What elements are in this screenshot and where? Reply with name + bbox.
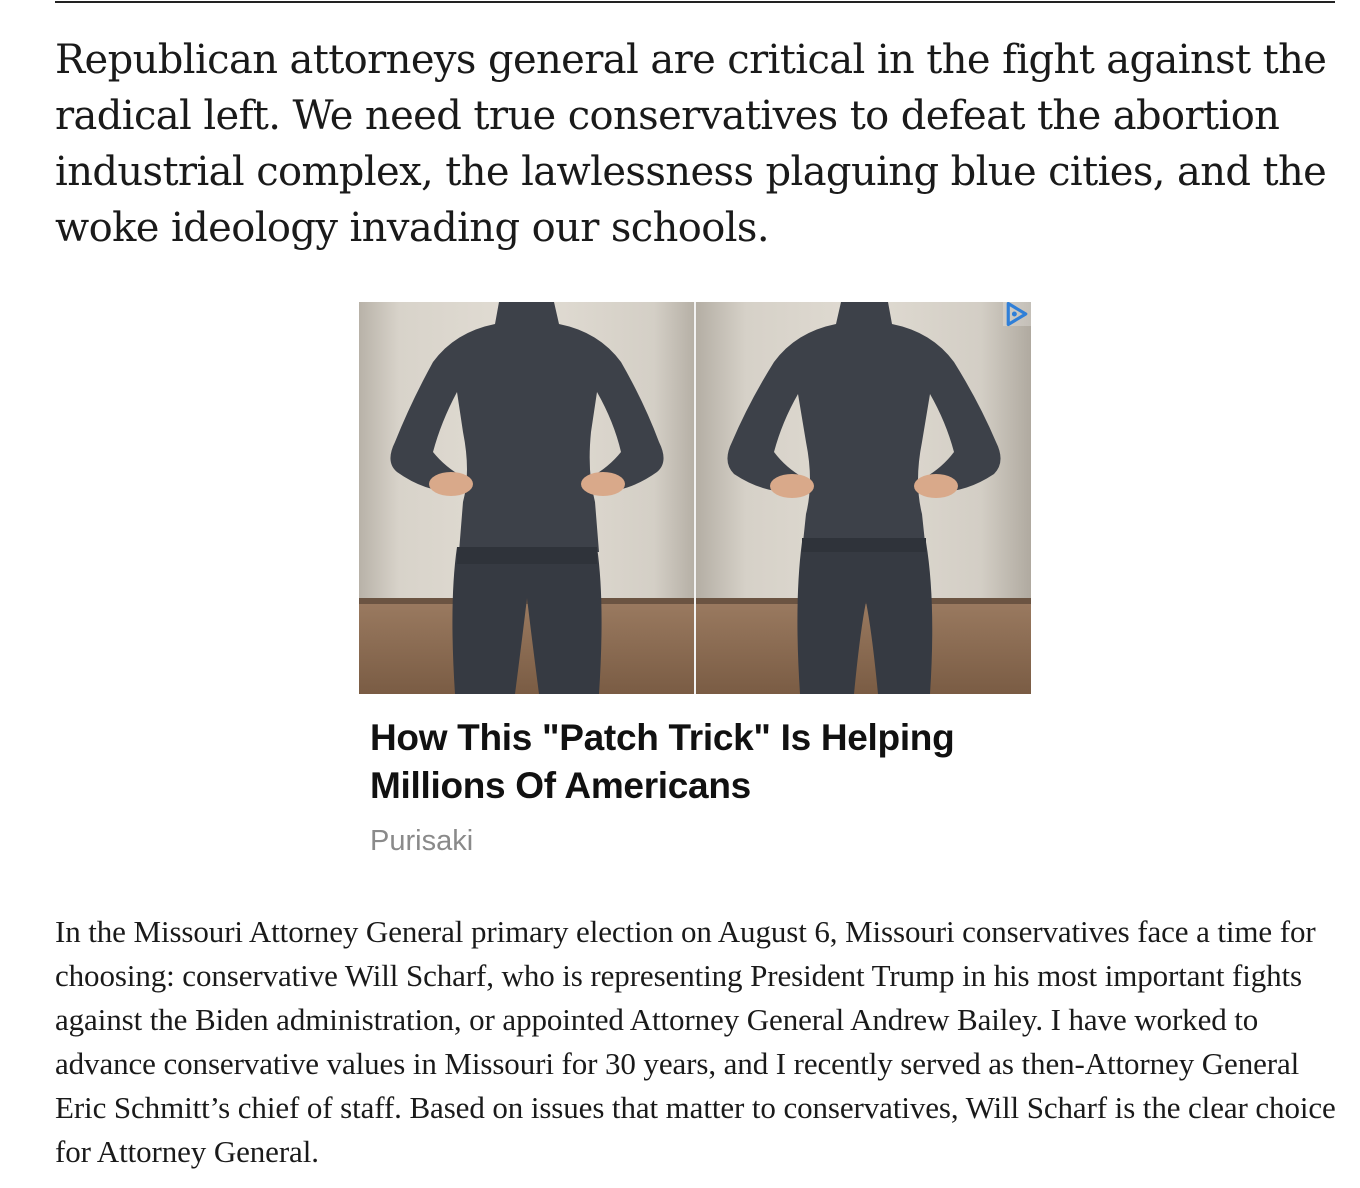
ad-source[interactable]: Purisaki: [370, 825, 474, 857]
adchoices-icon[interactable]: [1003, 302, 1031, 326]
sponsored-ad[interactable]: [359, 302, 1031, 860]
top-divider: [55, 1, 1335, 3]
pull-quote: Republican attorneys general are critical in the fight against the radical left. We need true conservatives to defeat the abortion industrial complex, the lawlessness plaguing blue cities, and the woke ideology invading our schools.: [55, 37, 1327, 251]
ad-image-before[interactable]: [359, 302, 694, 694]
ad-image[interactable]: [359, 302, 1031, 694]
body-paragraph: In the Missouri Attorney General primary election on August 6, Missouri conservatives face a time for choosing: conservative Will Scharf, who is representing President Trump in his most important fights against the Biden administration, or appointed Attorney General Andrew Bailey. I have worked to advance conservative values in Missouri for 30 years, and I recently served as then-Attorney General Eric Schmitt’s chief of staff. Based on issues that matter to conservatives, Will Scharf is the clear choice for Attorney General.: [55, 914, 1336, 1169]
ad-headline[interactable]: How This "Patch Trick" Is Helping Millions Of Americans: [370, 717, 955, 806]
ad-image-after[interactable]: [696, 302, 1031, 694]
